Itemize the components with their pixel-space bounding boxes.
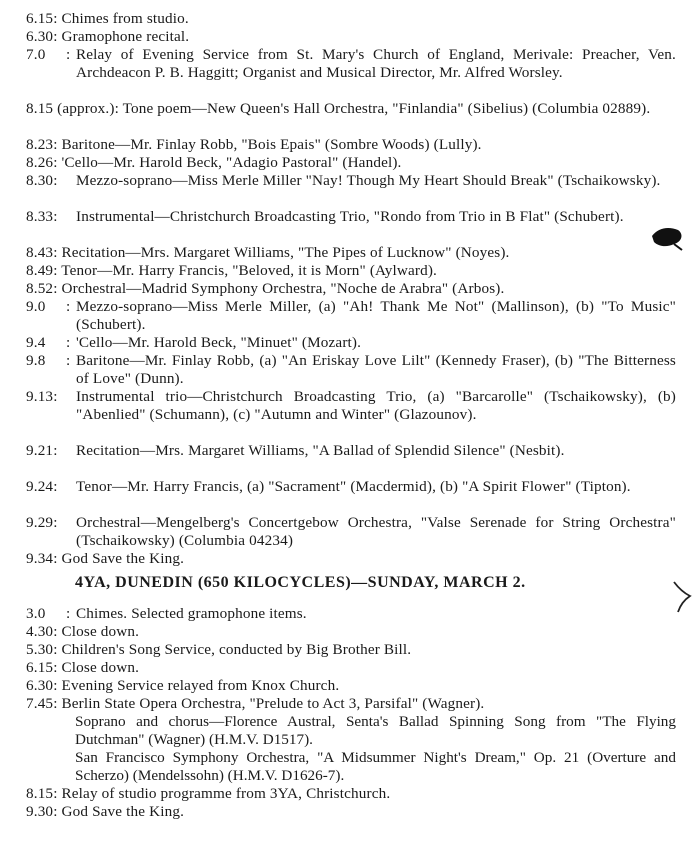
programme-entry: 9.34: God Save the King.	[26, 550, 185, 567]
entry-text: Baritone—Mr. Finlay Robb, "Bois Epais" (Sombre Woods) (Lully).	[61, 136, 482, 153]
entry-text: Children's Song Service, conducted by Big Brother Bill.	[61, 641, 412, 658]
entry-time: 8.49	[26, 262, 54, 279]
programme-entry: 9.29: Orchestral—Mengelberg's Concertgebow Orchestra, "Valse Serenade for String Orchestra" (Tschaikowsky) (Columbia 04234)	[26, 514, 676, 550]
entry-text: Chimes. Selected gramophone items.	[76, 605, 307, 622]
entry-text: Recitation—Mrs. Margaret Williams, "A Ballad of Splendid Silence" (Nesbit).	[76, 442, 565, 459]
entry-text: Recitation—Mrs. Margaret Williams, "The Pipes of Lucknow" (Noyes).	[61, 244, 510, 261]
entry-text: Relay of studio programme from 3YA, Christchurch.	[61, 785, 391, 802]
programme-entry: 9.21: Recitation—Mrs. Margaret Williams, "A Ballad of Splendid Silence" (Nesbit).	[26, 442, 676, 460]
programme-entry: 8.26: 'Cello—Mr. Harold Beck, "Adagio Pastoral" (Handel).	[26, 154, 402, 171]
programme-entry: 9.0 : Mezzo-soprano—Miss Merle Miller, (a) "Ah! Thank Me Not" (Mallinson), (b) "To Music" (Schubert).	[26, 298, 676, 334]
entry-time: 8.26	[26, 154, 54, 171]
entry-time: 6.15	[26, 659, 54, 676]
programme-entry: 9.24: Tenor—Mr. Harry Francis, (a) "Sacrament" (Macdermid), (b) "A Spirit Flower" (Tipton).	[26, 478, 676, 496]
programme-entry: 9.13: Instrumental trio—Christchurch Broadcasting Trio, (a) "Barcarolle" (Tschaikowsky), (b) "Abenlied" (Schumann), (c) "Autumn and Winter" (Glazounov).	[26, 388, 676, 424]
entry-text: Tenor—Mr. Harry Francis, "Beloved, it is Morn" (Aylward).	[61, 262, 437, 279]
ink-blot-mark	[648, 222, 688, 252]
programme-entry: 6.30: Gramophone recital.	[26, 28, 190, 45]
programme-entry: 9.8 : Baritone—Mr. Finlay Robb, (a) "An Eriskay Love Lilt" (Kennedy Fraser), (b) "The Bitterness of Love" (Dunn).	[26, 352, 676, 388]
entry-time: 6.15	[26, 10, 54, 27]
programme-entry: 8.15 (approx.): Tone poem—New Queen's Hall Orchestra, "Finlandia" (Sibelius) (Columbia 02889).	[26, 100, 651, 117]
entry-time: 8.15 (approx.)	[26, 100, 115, 117]
programme-entry: 7.45: Berlin State Opera Orchestra, "Prelude to Act 3, Parsifal" (Wagner).	[26, 695, 485, 712]
programme-entry: 8.52: Orchestral—Madrid Symphony Orchestra, "Noche de Arabra" (Arbos).	[26, 280, 505, 297]
entry-text: Instrumental trio—Christchurch Broadcasting Trio, (a) "Barcarolle" (Tschaikowsky), (b) "Abenlied" (Schumann), (c) "Autumn and Winter" (Glazounov).	[76, 388, 676, 424]
entry-time: 9.30	[26, 803, 54, 820]
entry-text: God Save the King.	[61, 550, 185, 567]
entry-text: Relay of Evening Service from St. Mary's Church of England, Merivale: Preacher, Ven. Archdeacon P. B. Haggitt; Organist and Musical Director, Mr. Alfred Worsley.	[76, 46, 676, 82]
entry-time: 3.0	[26, 605, 46, 622]
entry-text: Baritone—Mr. Finlay Robb, (a) "An Eriskay Love Lilt" (Kennedy Fraser), (b) "The Bitterness of Love" (Dunn).	[76, 352, 676, 388]
entry-time: 4.30	[26, 623, 54, 640]
entry-time: 9.8	[26, 352, 46, 369]
programme-continuation: Soprano and chorus—Florence Austral, Senta's Ballad Spinning Song from "The Flying Dutchman" (Wagner) (H.M.V. D1517).	[75, 713, 676, 749]
programme-entry: 9.30: God Save the King.	[26, 803, 185, 820]
entry-time: 9.13	[26, 388, 54, 405]
entry-time: 8.15	[26, 785, 54, 802]
entry-text: Berlin State Opera Orchestra, "Prelude to Act 3, Parsifal" (Wagner).	[61, 695, 485, 712]
programme-entry: 4.30: Close down.	[26, 623, 140, 640]
entry-time: 8.52	[26, 280, 54, 297]
entry-time: 8.43	[26, 244, 54, 261]
margin-mark	[670, 580, 694, 614]
entry-time: 8.30	[26, 172, 54, 189]
programme-continuation: San Francisco Symphony Orchestra, "A Midsummer Night's Dream," Op. 21 (Overture and Scherzo) (Mendelssohn) (H.M.V. D1626-7).	[75, 749, 676, 785]
entry-text: 'Cello—Mr. Harold Beck, "Minuet" (Mozart).	[76, 334, 362, 351]
entry-text: Evening Service relayed from Knox Church.	[61, 677, 340, 694]
entry-time: 5.30	[26, 641, 54, 658]
programme-entry: 3.0 : Chimes. Selected gramophone items.	[26, 605, 676, 623]
entry-text: Mezzo-soprano—Miss Merle Miller, (a) "Ah! Thank Me Not" (Mallinson), (b) "To Music" (Schubert).	[76, 298, 676, 334]
entry-time: 8.23	[26, 136, 54, 153]
entry-text: Orchestral—Madrid Symphony Orchestra, "Noche de Arabra" (Arbos).	[61, 280, 505, 297]
entry-text: Tenor—Mr. Harry Francis, (a) "Sacrament" (Macdermid), (b) "A Spirit Flower" (Tipton).	[76, 478, 631, 495]
entry-text: Instrumental—Christchurch Broadcasting Trio, "Rondo from Trio in B Flat" (Schubert).	[76, 208, 624, 225]
entry-time: 9.4	[26, 334, 46, 351]
entry-time: 6.30	[26, 28, 54, 45]
entry-time: 6.30	[26, 677, 54, 694]
entry-text: Chimes from studio.	[61, 10, 189, 27]
programme-entry: 8.33: Instrumental—Christchurch Broadcasting Trio, "Rondo from Trio in B Flat" (Schubert).	[26, 208, 676, 226]
entry-text: Close down.	[61, 659, 140, 676]
entry-time: 9.24	[26, 478, 54, 495]
programme-entry: 8.49: Tenor—Mr. Harry Francis, "Beloved, it is Morn" (Aylward).	[26, 262, 437, 279]
entry-text: Mezzo-soprano—Miss Merle Miller "Nay! Though My Heart Should Break" (Tschaikowsky).	[76, 172, 661, 189]
programme-entry: 5.30: Children's Song Service, conducted by Big Brother Bill.	[26, 641, 412, 658]
programme-entry: 6.15: Chimes from studio.	[26, 10, 189, 27]
entry-text: Close down.	[61, 623, 140, 640]
programme-entry: 6.15: Close down.	[26, 659, 140, 676]
programme-entry: 6.30: Evening Service relayed from Knox Church.	[26, 677, 340, 694]
entry-time: 7.45	[26, 695, 54, 712]
programme-entry	[26, 46, 676, 82]
programme-entry: 8.43: Recitation—Mrs. Margaret Williams, "The Pipes of Lucknow" (Noyes).	[26, 244, 510, 261]
entry-time: 9.29	[26, 514, 54, 531]
programme-entry: 9.4 : 'Cello—Mr. Harold Beck, "Minuet" (Mozart).	[26, 334, 676, 352]
programme-entry: 8.30: Mezzo-soprano—Miss Merle Miller "Nay! Though My Heart Should Break" (Tschaikowsky).	[26, 172, 676, 190]
entry-time: 8.33	[26, 208, 54, 225]
station-heading: 4YA, DUNEDIN (650 KILOCYCLES)—SUNDAY, MARCH 2.	[75, 574, 526, 591]
entry-text: 'Cello—Mr. Harold Beck, "Adagio Pastoral" (Handel).	[61, 154, 402, 171]
entry-time: 9.0	[26, 298, 46, 315]
programme-entry: 8.15: Relay of studio programme from 3YA, Christchurch.	[26, 785, 391, 802]
entry-text: Tone poem—New Queen's Hall Orchestra, "Finlandia" (Sibelius) (Columbia 02889).	[122, 100, 651, 117]
entry-time: 7.0 :	[26, 46, 71, 63]
programme-entry: 8.23: Baritone—Mr. Finlay Robb, "Bois Epais" (Sombre Woods) (Lully).	[26, 136, 482, 153]
entry-text: Gramophone recital.	[61, 28, 190, 45]
entry-text: Orchestral—Mengelberg's Concertgebow Orchestra, "Valse Serenade for String Orchestra" (Tschaikowsky) (Columbia 04234)	[76, 514, 676, 550]
entry-text: God Save the King.	[61, 803, 185, 820]
entry-time: 9.34	[26, 550, 54, 567]
entry-time: 9.21	[26, 442, 54, 459]
